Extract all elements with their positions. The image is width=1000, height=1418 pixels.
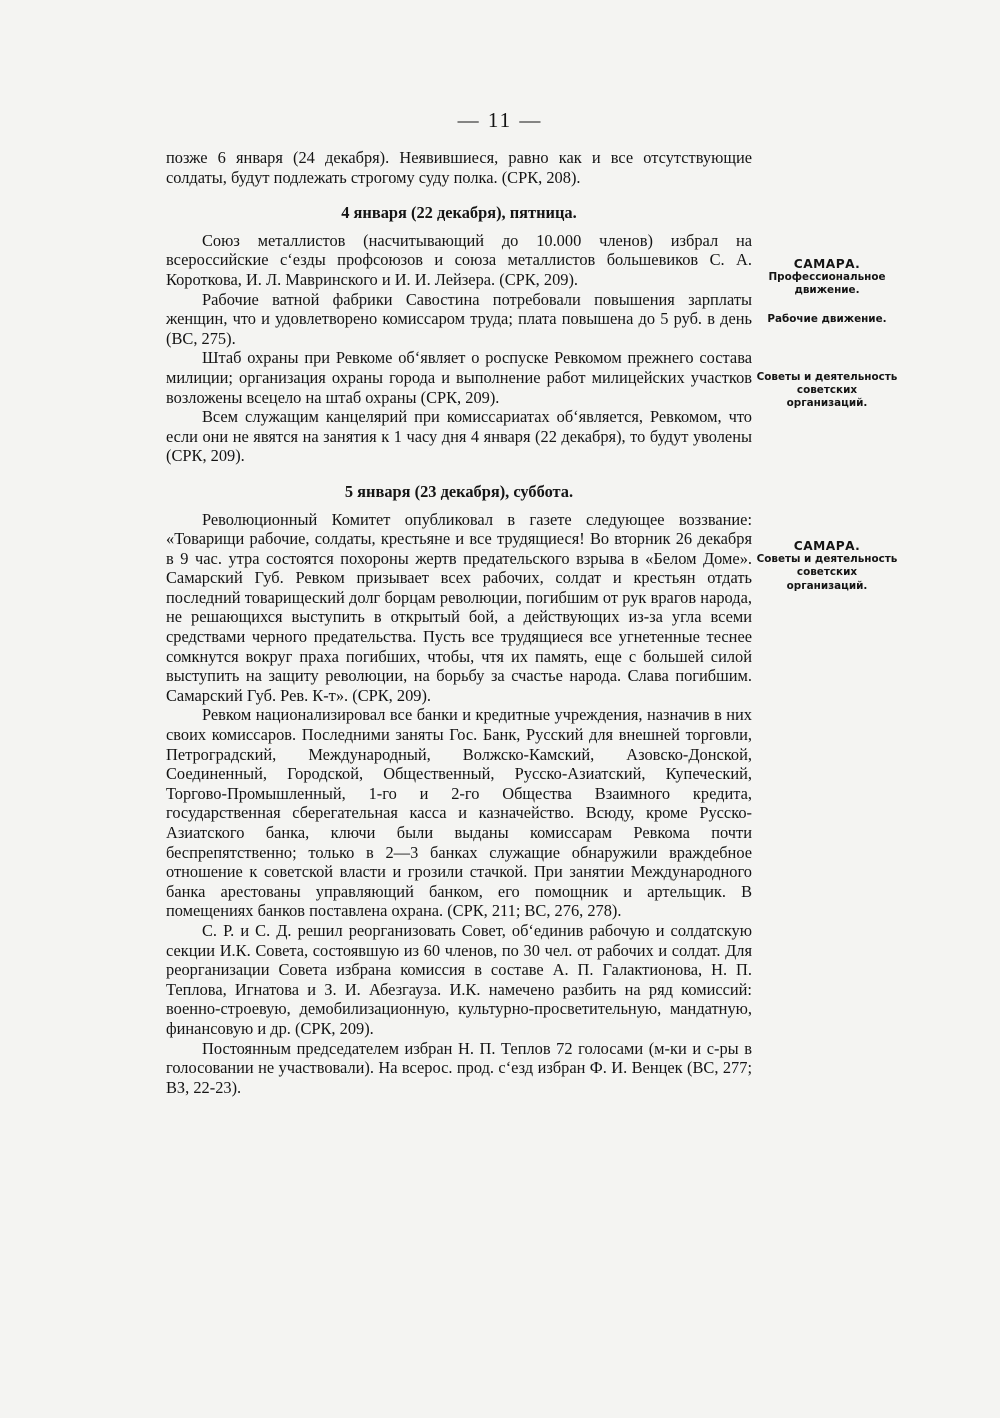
margin-note-workers [756, 313, 898, 326]
margin-note-city: САМАРА. [793, 539, 861, 553]
paragraph-soviet-reorganization: С. Р. и С. Д. решил реорганизовать Совет, об‘единив рабочую и солдатскую секции И.К. Совета, состоявшую из 60 членов, по 30 чел. от рабочих и солдат. Для реорганизации Совета избрана комиссия в составе А. П. Галактионова, Н. П. Теплова, Игнатова и З. И. Абезгауза. И.К. намечено разбить на ряд комиссий: военно-строевую, демобилизационную, культурно-просветительную, мандатную, финансовую и др. (СРК, 209). [166, 920, 752, 1038]
main-text-column [166, 148, 752, 1097]
paragraph-office-employees: Всем служащим канцелярий при комиссариатах об‘является, Ревкомом, что если они не явятся на занятия к 1 часу дня 4 января (22 декабря), то будут уволены (СРК, 209). [166, 407, 752, 466]
margin-note-text: Профессиональное движение. [768, 271, 886, 297]
margin-note-city: САМАРА. [793, 257, 861, 271]
paragraph-continuation: позже 6 января (24 декабря). Неявившиеся, равно как и все отсутствующие солдаты, будут подлежать строгому суду полка. (СРК, 208). [166, 148, 752, 187]
margin-note-text: Советы и деятельность советских организаций. [756, 371, 898, 410]
paragraph-metalworkers: Союз металлистов (насчитывающий до 10.000 членов) избрал на всероссийские с‘езды профсоюзов и союза металлистов большевиков С. А. Короткова, И. Л. Мавринского и И. И. Лейзера. (СРК, 209). [166, 230, 752, 289]
margin-note-soviets-2 [756, 540, 898, 593]
margin-note-soviets [756, 371, 898, 411]
margin-note-text: Советы и деятельность советских организаций. [756, 553, 898, 592]
date-heading-jan-4: 4 января (22 декабря), пятница. [341, 203, 577, 223]
paragraph-guard-staff: Штаб охраны при Ревкоме об‘являет о роспуске Ревкомом прежнего состава милиции; организация охраны города и выполнение работ милицейских участков возложены всецело на штаб охраны (СРК, 209). [166, 348, 752, 407]
paragraph-factory-workers: Рабочие ватной фабрики Савостина потребовали повышения зарплаты женщин, что и удовлетворено комиссаром труда; плата повышена до 5 руб. в день (ВС, 275). [166, 289, 752, 348]
page-number: — 11 — [457, 108, 543, 132]
paragraph-banks: Ревком национализировал все банки и кредитные учреждения, назначив в них своих комиссаров. Последними заняты Гос. Банк, Русский для внешней торговли, Петроградский, Международный, Волжско-Камский, Азовско-Донской, Соединенный, Городской, Общественный, Русско-Азиатский, Купеческий, Торгово-Промышленный, 1-го и 2-го Общества Взаимного кредита, государственная сберегательная касса и казначейство. Всюду, кроме Русско-Азиатского банка, ключи были выданы комиссарам Ревкома почти беспрепятственно; только в 2—3 банках служащие обнаружили враждебное отношение к советской власти и грозили стачкой. При занятии Международного банка арестованы управляющий банком, его помощник и артельщик. В помещениях банков поставлена охрана. (СРК, 211; ВС, 276, 278). [166, 705, 752, 921]
margin-note-trade-unions [756, 258, 898, 298]
paragraph-chairman: Постоянным председателем избран Н. П. Теплов 72 голосами (м-ки и с-ры в голосовании не участвовали). На всерос. прод. с‘езд избран Ф. И. Венцек (ВС, 277; ВЗ, 22-23). [166, 1038, 752, 1097]
margin-note-text: Рабочие движение. [767, 313, 887, 325]
date-heading-jan-5: 5 января (23 декабря), суббота. [344, 481, 574, 501]
paragraph-appeal: Революционный Комитет опубликовал в газете следующее воззвание: «Товарищи рабочие, солдаты, крестьяне и все трудящиеся! Во вторник 26 декабря в 9 час. утра состоятся похороны жертв предательского взрыва в «Белом Доме». Самарский Губ. Ревком призывает всех рабочих, солдат и крестьян отдать последний товарищеский долг борцам революции, погибшим от рук врагов народа, не решающихся выступить в открытый бой, а действующих из-за угла всеми средствами черного предательства. Пусть все трудящиеся все угнетенные теснее сомкнутся вокруг праха погибших, чтобы, чтя их память, еще с большей силой выступить на защиту революции, на борьбу за счастье народа. Слава погибшим. Самарский Губ. Рев. К-т». (СРК, 209). [166, 509, 752, 705]
